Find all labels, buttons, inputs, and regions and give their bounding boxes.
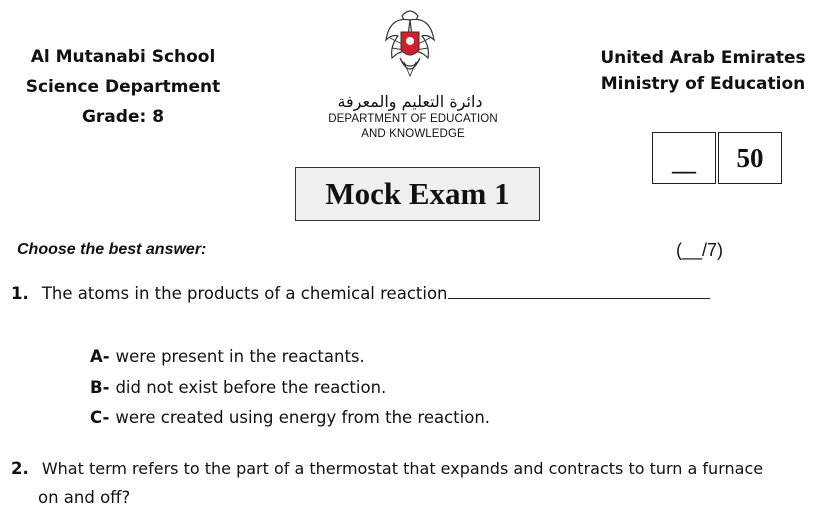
department-arabic-name: دائرة التعليم والمعرفة	[337, 92, 483, 111]
question-1	[11, 283, 710, 303]
school-name: Al Mutanabi School	[30, 47, 216, 67]
section-instruction: Choose the best answer:	[17, 241, 207, 258]
option-letter: C-	[90, 408, 110, 427]
option-text: did not exist before the reaction.	[115, 378, 387, 397]
grade-label: Grade: 8	[81, 107, 165, 127]
option-a[interactable]	[90, 347, 365, 366]
option-text: were present in the reactants.	[115, 347, 365, 366]
option-letter: A-	[90, 347, 110, 366]
answer-blank-line[interactable]	[448, 283, 710, 299]
option-c[interactable]	[90, 408, 490, 427]
option-letter: B-	[90, 378, 110, 397]
option-text: were created using energy from the reaction.	[115, 408, 491, 427]
department-english-line-2: AND KNOWLEDGE	[361, 128, 465, 140]
question-text-line-2: on and off?	[38, 488, 131, 507]
department-english-line-1: DEPARTMENT OF EDUCATION	[328, 113, 498, 125]
question-2	[11, 459, 816, 478]
question-number: 2.	[11, 459, 29, 478]
exam-title: Mock Exam 1	[295, 167, 540, 221]
falcon-emblem-icon	[382, 6, 438, 86]
option-b[interactable]	[90, 378, 386, 397]
ministry-name: Ministry of Education	[600, 74, 806, 94]
score-obtained-box[interactable]: __	[652, 132, 716, 184]
section-marks: (__/7)	[676, 240, 724, 260]
country-name: United Arab Emirates	[600, 48, 806, 68]
department-name: Science Department	[25, 77, 221, 97]
score-total-box: 50	[718, 132, 782, 184]
question-text: The atoms in the products of a chemical reaction	[41, 284, 448, 303]
question-number: 1.	[11, 284, 29, 303]
question-text-line-1: What term refers to the part of a thermostat that expands and contracts to turn a furnace	[41, 459, 764, 478]
